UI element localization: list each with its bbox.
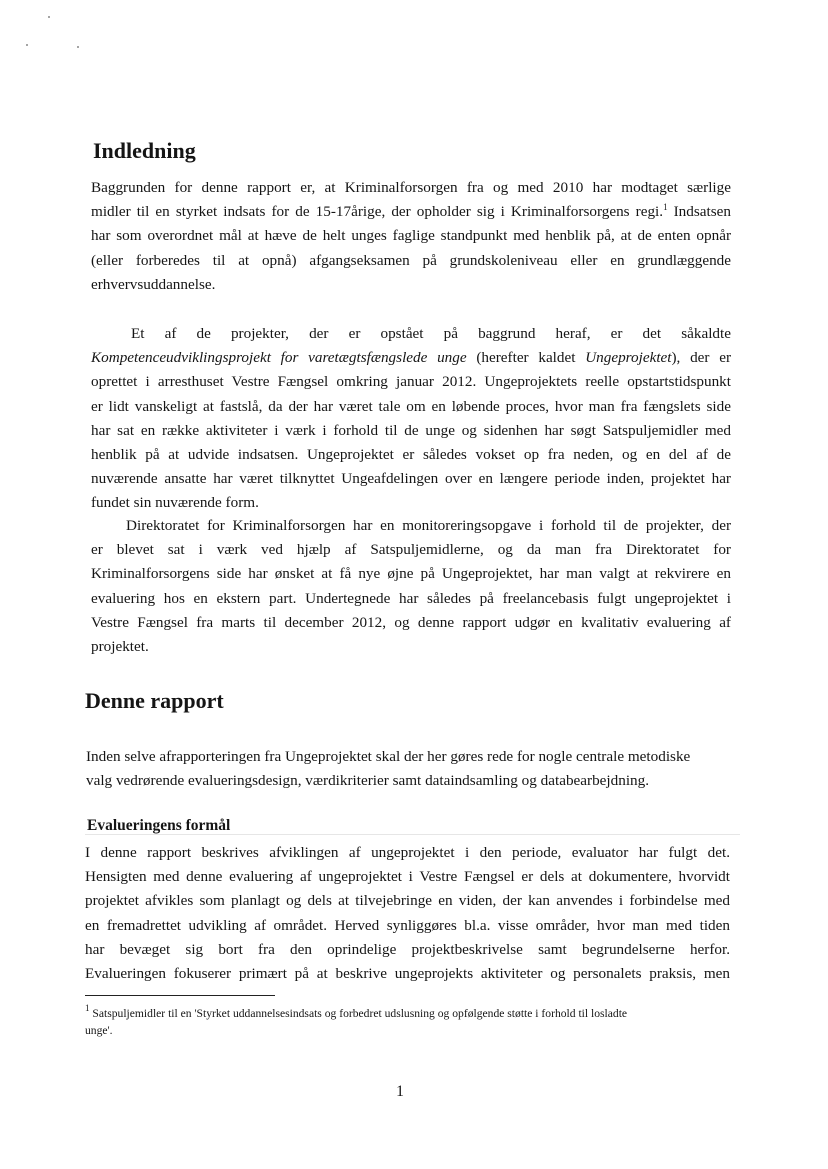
footnote — [85, 1005, 725, 1039]
text-line: Et af de projekter, der er opstået på baggrund heraf, er det såkaldte — [131, 325, 731, 342]
heading-evalueringens-formaal: Evalueringens formål — [87, 817, 231, 834]
purpose-paragraph — [85, 841, 730, 986]
text-line: oprettet i arresthuset Vestre Fængsel omkring januar 2012. Ungeprojektets reelle opstartstidspunkt — [91, 373, 731, 391]
text-line: Evalueringen fokuserer primært på at beskrive ungeprojekts aktiviteter og personalets praksis, men — [85, 965, 730, 983]
text-line: Direktoratet for Kriminalforsorgen har en monitoreringsopgave i forhold til de projekter, der — [126, 517, 731, 534]
text-line: har bevæget sig bort fra den oprindelige projektbeskrivelse samt begrundelserne herfor. — [85, 940, 730, 958]
text-line: har som overordnet mål at hæve de helt unges faglige standpunkt med henblik på, at de enten opnår — [91, 227, 731, 245]
text-line: midler til en styrket indsats for de 15-17årige, der opholder sig i Kriminalforsorgens regi.$^1$ Indsatsen — [91, 202, 731, 221]
page-number: 1 — [396, 1083, 404, 1100]
footnote-line: $^1$ Satspuljemidler til en 'Styrket uddannelsesindsats og forbedret udslusning og opfølgende støtte i forhold til losladte — [85, 1003, 628, 1020]
text-line: fundet sin nuværende form. — [91, 494, 259, 512]
text-line: valg vedrørende evalueringsdesign, værdikriterier samt dataindsamling og databearbejdning. — [86, 772, 650, 790]
scan-speck — [77, 46, 79, 48]
text-line: Baggrunden for denne rapport er, at Kriminalforsorgen fra og med 2010 har modtaget særlige — [91, 179, 731, 196]
text-line: evaluering hos en ekstern part. Undertegnede har således på freelancebasis fulgt ungeprojektet i — [91, 589, 731, 607]
text-line: projektet. — [91, 638, 149, 656]
text-line: I denne rapport beskrives afviklingen af ungeprojektet i den periode, evaluator har fulgt det. — [85, 844, 730, 861]
text-line: (eller forberedes til at opnå) afgangseksamen på grundskoleniveau eller en grundlæggende — [91, 251, 731, 269]
text-line: Hensigten med denne evaluering af ungeprojektet i Vestre Fængsel er dels at dokumentere, hvorvidt — [85, 868, 730, 886]
text-line: Kriminalforsorgens side har ønsket at få nye øjne på Ungeprojektet, har man valgt at rekvirere en — [91, 565, 731, 583]
text-line: en fremadrettet udvikling af området. Herved synliggøres bl.a. visse områder, hvor man med tiden — [85, 916, 730, 934]
intro-paragraph-2 — [91, 322, 731, 516]
intro-paragraph-3 — [91, 514, 731, 659]
report-paragraph — [86, 745, 731, 793]
text-line: er lidt vanskeligt at fastslå, da der har været tale om en løbende proces, hvor man fra fængslets side — [91, 397, 731, 415]
text-line: projektet afvikles som planlagt og dels at tilvejebringe en viden, der kan anvendes i forbindelse med — [85, 892, 730, 910]
intro-paragraph-1 — [91, 176, 731, 297]
heading-indledning: Indledning — [93, 138, 196, 163]
footnote-ref: 1 — [663, 202, 668, 213]
scan-speck — [26, 44, 28, 46]
text-line: nuværende ansatte har været tilknyttet Ungeafdelingen over en længere periode inden, projektet har — [91, 470, 731, 488]
text-line: Vestre Fængsel fra marts til december 2012, og denne rapport udgør en kvalitativ evaluering af — [91, 613, 731, 631]
text-line: erhvervsuddannelse. — [91, 275, 216, 293]
text-line: Inden selve afrapporteringen fra Ungeprojektet skal der her gøres rede for nogle centrale metodiske — [86, 748, 691, 765]
text-line: henblik på at udvide indsatsen. Ungeprojektet er således vokset op fra neden, og en del af de — [91, 446, 731, 464]
text-line: har sat en række aktiviteter i værk i forhold til de unge og sidenhen har søgt Satspuljemidler med — [91, 421, 731, 439]
scan-speck — [48, 16, 50, 18]
footnote-number: 1 — [85, 1003, 90, 1013]
footnote-line: unge'. — [85, 1024, 113, 1037]
text-line: Kompetenceudviklingsprojekt for varetægtsfængslede unge (herefter kaldet Ungeprojektet), der er — [91, 349, 732, 367]
text-line: er blevet sat i værk ved hjælp af Satspuljemidlerne, og da man fra Direktoratet for — [91, 541, 731, 559]
heading-denne-rapport: Denne rapport — [85, 688, 224, 713]
footnote-separator — [85, 995, 275, 996]
